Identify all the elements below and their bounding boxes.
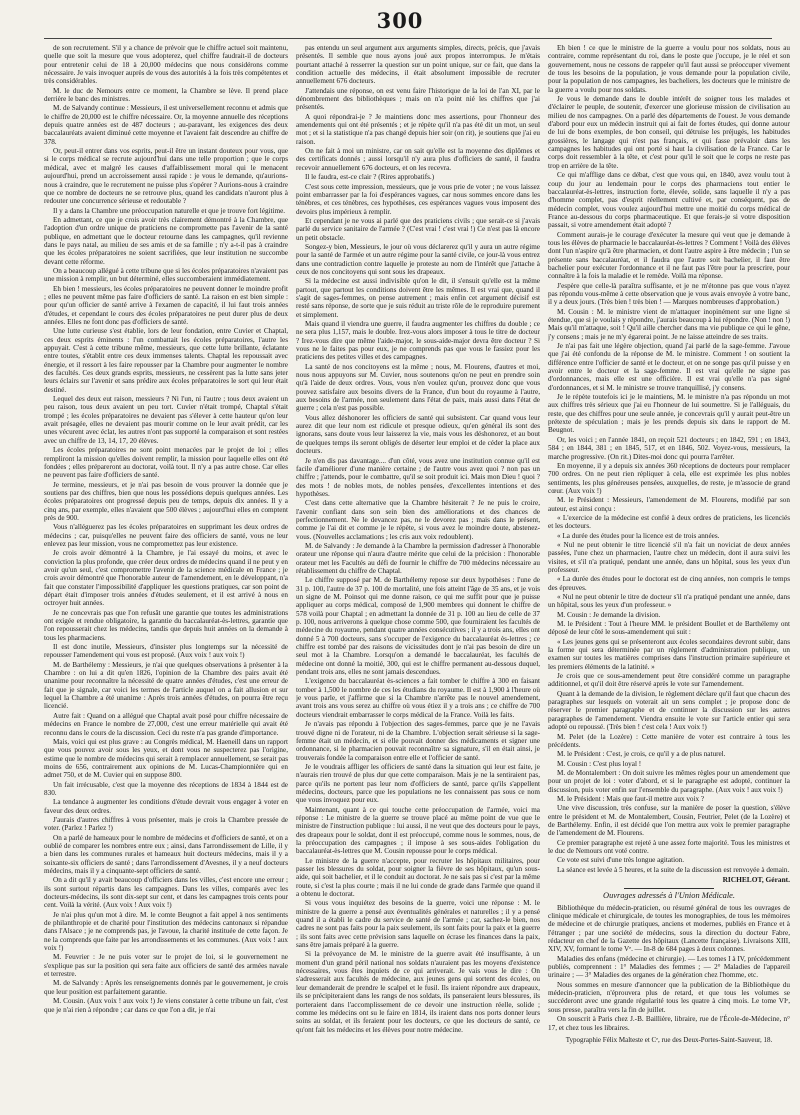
section-paragraph: Maladies des enfans (médecine et chirurgie). — Les tomes I à IV, précédemment publiés, comprennent : 1° Maladies des femmes ; — 2° Maladies de l'appareil urinaire ; — 3° Maladies des organes de la génération chez l'homme, etc. (548, 954, 790, 980)
column-1-paragraph: La tendance à augmenter les conditions d'étude devrait vous engager à voter en faveur des deux ordres. (44, 798, 288, 815)
column-3-paragraph: Ce qui m'afflige dans ce débat, c'est que vous qui, en 1840, avez voulu tout à coup du jour au lendemain pour le corps des pharmaciens tout entier le baccalauréat-ès-lettres, instruction forte, élevée, solide, sans laquelle il n'y a pas d'homme complet, pas d'esprit réellement cultivé et, par conséquent, pas de médecin complet, vous voulez aujourd'hui mettre une moitié du corps médical de France au-dessous du corps pharmaceutique. Et que ferais-je si votre disposition passait, si votre amendement était adopté ? (548, 171, 790, 230)
column-1-paragraph: Vous n'alléguerez pas les écoles préparatoires en supprimant les deux ordres de médecins ; car, puisqu'elles ne peuvent faire des officiers de santé, vous ne leur enlevez pas leur mission, vous ne compromettez pas leur existence. (44, 523, 288, 548)
column-3-paragraph: La séance est levée à 5 heures, et la suite de la discussion est renvoyée à demain. (557, 865, 790, 874)
column-3-paragraph: « Nul ne peut obtenir le titre de docteur s'il n'a pratiqué pendant une année, dans un hôpital, sous les yeux d'un professeur. » (548, 593, 790, 610)
column-1-paragraph: Je ne concevrais pas que l'on refusât une garantie que toutes les administrations ont exigée et rendue obligatoire, la garantie du baccalauréat-ès-lettres, garantie que l'on repousserait chez les médecins, tandis que depuis huit années on la demande à tous les pharmaciens. (44, 608, 288, 642)
column-2-paragraph: Je n'avais pas répondu à l'objection des sages-femmes, parce que je ne l'avais trouvé digne ni de l'orateur, ni de la Chambre. L'objection serait sérieuse si la sage-femme était un médecin, et si elle pouvait donner des médicaments et signer une ordonnance, si le pharmacien pouvait reconnaître sa signature, s'il en était ainsi, je trouverais fondée la comparaison entre elle et l'officier de santé. (296, 720, 540, 762)
column-3-paragraph: M. Pelet (de la Lozère) : Cette manière de voter est contraire à tous les précédents. (548, 732, 790, 749)
editor-signature: RICHELOT, Gérant. (722, 875, 790, 884)
column-1-paragraph: Je crois avoir démontré à la Chambre, je l'ai essayé du moins, et avec le conviction la plus profonde, que créer deux ordres de médecins quand il ne peut y en avoir qu'un seul, c'est compromettre l'avenir de la science médicale en France ; je crois avoir démontré que l'honorable auteur de l'amendement, en le développant, n'a fait que constater l'impossibilité d'appliquer les questions pratiques, car son point de départ était d'imposer trois années d'études seulement, et il est arrivé à nous en octroyer huit années. (44, 549, 288, 608)
column-3-paragraph: « La durée des études pour la licence est de trois années. (557, 531, 720, 540)
column-3-paragraph: « L'exercice de la médecine est confié à deux ordres de praticiens, les licenciés et les docteurs. (548, 513, 790, 531)
column-3-paragraph: Eh bien ! ce que le ministre de la guerre a voulu pour nos soldats, nous au contraire, comme représentant du roi, dans le poste que j'occupe, je le réel et son gouvernement, nous ne cessons de rappeler qu'il faut aussi se préoccuper vivement de tous les besoins de la population, je vous demande pour la population civile, pour la population de nos campagnes, les bacheliers, les docteurs que le ministre de la guerre a voulu pour nos soldats. (548, 44, 790, 94)
column-1-paragraph: de son recrutement. S'il y a chance de prévoir que le chiffre actuel soit maintenu, quelle que soit la mesure que vous adopterez, quel chiffre faudrait-il de docteurs pour entretenir celui de 18 à 20,000 médecins que nous considérons comme nécessaire. Je vais invoquer auprès de vous des autorités à la fois très compétentes et très considérables. (44, 44, 288, 86)
section-paragraph: Nous sommes en mesure d'annoncer que la publication de la Bibliothèque du médecin-praticien, n'éprouvera plus de retard, et que tous les volumes se succéderont avec une grande régularité tous les quatre à cinq mois. Le tome VIᵉ, sous presse, paraîtra vers la fin de juillet. (548, 980, 790, 1014)
column-1-paragraph: En admettant, ce que je crois avoir très clairement démontré à la Chambre, que l'adoption d'un ordre unique de praticiens ne compromette pas l'avenir de la santé publique, en admettant que le docteur retourne dans les campagnes, qu'il revienne dans le pays natal, au milieu de ses amis et de sa famille ; n'y a-t-il pas à craindre que les écoles préparatoires ne soient sacrifiées, que leur institution ne succombe devant cette réforme. (44, 215, 288, 266)
column-1-paragraph: M. le duc de Nemours entre ce moment, la Chambre se lève. Il prend place derrière le banc des ministres. (44, 86, 288, 104)
column-3-paragraph: Ce premier paragraphe est rejeté à une assez forte majorité. Tous les ministres et le duc de Nemours ont voté contre. (548, 838, 790, 855)
column-1-paragraph: Il y a dans la Chambre une préoccupation naturelle et que je trouve fort légitime. (53, 206, 286, 215)
column-2-paragraph: Il le faudra, est-ce clair ? (Rires approbatifs.) (305, 173, 435, 182)
column-1-paragraph: Il est donc inutile, Messieurs, d'insister plus longtemps sur la nécessité de repousser l'amendement qui vous est proposé. (Aux voix ! aux voix !) (44, 643, 288, 660)
column-3-paragraph: M. le Président : Mais que faut-il mettre aux voix ? (557, 794, 705, 803)
column-2-paragraph: Le ministre de la guerre n'accepte, pour recruter les hôpitaux militaires, pour passer les blessures du soldat, pour soigner la fièvre de ses hôpitaux, qu'un sous-aide, qui soit bachelier, et il le conduit au doctorat. Je ne sais pas si c'est par la même route, si c'est la plus courte ; mais il ne lui conde de grade dans l'armée que quand il a obtenu le doctorat. (296, 856, 540, 899)
column-2-paragraph: La santé de nos concitoyens est la même ; nous, M. Flourens, d'autres et moi, nous nous appuyons sur M. Cuvier, nous soutenons qu'on ne peut en prendre soin qu'à l'aide de deux ordres. Vous, vous n'en voulez qu'un, prouvez donc que vous pouvez satisfaire aux besoins divers de la France, d'un bout du royaume à l'autre, aux besoins de l'armée, non seulement dans l'état de paix, mais aussi dans l'état de guerre ; cela n'est pas possible. (296, 362, 540, 413)
column-2-paragraph: C'est sous cette impression, messieurs, que je vous prie de voter ; ne vous laissez point embarrasser par la foi d'espérances vagues, car nous sommes encore dans les ténèbres, et ces ténèbres, ces hypothèses, ces espérances vagues vous imposent des devoirs plus impérieux à remplir. (296, 182, 540, 216)
column-3-paragraph: M. de Montalembert : On doit suivre les mêmes règles pour un amendement que pour un projet de loi : voter d'abord, et si le paragraphe est adopté, continuer la discussion, puis voter enfin sur l'ensemble du paragraphe. (Aux voix ! aux voix !) (548, 768, 790, 794)
page-number: 300 (376, 8, 424, 33)
column-1-paragraph: Une lutte curieuse s'est établie, lors de leur fondation, entre Cuvier et Chaptal, ces deux esprits éminents : l'un combattait les écoles préparatoires, l'autre les appuyait. C'est à cette tribune même, messieurs, que cette lutte brillante, éclatante entre toutes, s'établit entre ces deux immenses talents. Chaptal les repoussait avec énergie, et il ressort à les faire repousser par la Chambre pour augmenter le nombre des facultés. Ces deux grands esprits, messieurs, ne cessèrent pas la lutte sans jeter leurs éclairs sur l'avenir et sans prédire aux écoles préparatoires le sort qui leur était destiné. (44, 327, 288, 394)
column-2-paragraph: L'exigence du baccalauréat ès-sciences a fait tomber le chiffre à 300 en faisant tomber à 1,500 le nombre de ces les étudians du royaume. Il est à 1,900 à l'heure où je vous parle, et j'affirme que si la Chambre n'arrête pas le nouvel amendement, avant trois ans vous serez au chiffre où vous étiez il y a trois ans ; ce chiffre de 700 docteurs viendrait embarrasser le corps médical de la France. Voilà les faits. (296, 677, 540, 719)
column-3-paragraph: M. le Président : C'est, je crois, ce qu'il y a de plus naturel. (557, 750, 726, 759)
column-2-paragraph: Vous allez déshonorer les officiers de santé qui subsistent. Car quand vous leur aurez dit que leur nom est ridicule et presque odieux, qu'en général ils sont des ignorans, sans doute vous leur laisserez la vie, mais vous les déshonorez, et au bout de quelques temps ils seront obligés de déserter leur emploi et de céder la place aux docteurs. (296, 413, 540, 456)
column-1-paragraph: On a beaucoup allégué à cette tribune que si les écoles préparatoires n'avaient pas une mission à remplir, un but déterminé, elles succomberaient immédiatement. (44, 266, 288, 284)
column-1-paragraph: Or, peut-il entrer dans vos esprits, peut-il être un instant douteux pour vous, que si le corps médical se recrute aujourd'hui dans une telle proportion ; que le corps médical, avec et malgré les causes d'affaiblissement moral qui le menacent aujourd'hui, prend un accroissement aussi rapide : je vous le demande, qu'aurions-nous à craindre, que le recrutement ne puisse plus s'opérer ? Aurions-nous à craindre que ce nombre de docteurs ne se retrouve plus, quand les candidats n'auront plus à redouter une concurrence sérieuse et redoutable ? (44, 147, 288, 206)
column-3-paragraph: Ce vote est suivi d'une très longue agitation. (557, 856, 685, 865)
column-2-paragraph: Et cependant je ne vous ai parlé que des praticiens civils ; que serait-ce si j'avais parlé du service sanitaire de l'armée ? (C'est vrai ! c'est vrai !) Ce n'est pas là encore un petit obstacle. (296, 216, 540, 242)
column-2-paragraph: Si la prévoyance de M. le ministre de la guerre avait été insuffisante, à un moment d'un grand péril national nos soldats n'auraient pas les moyens d'existence nécessaires, vous êtes inquiets de ce qui arriverait. Je vais vous le dire : On s'adresserait aux facultés de médecine, aux jeunes gens qui sortent des écoles, ou leur demanderait de prendre le scalpel et le fusil. Ils iraient répondre aux drapeaux, ils se précipiteraient dans les rangs de nos soldats, ils panseraient leurs blessures, ils porteraient dans l'accomplissement de ce devoir une instruction réelle, solide ; comme les médecins ont su le faire en 1814, ils iraient dans nos ports donner leurs soins au soldat, et ils feraient pour les docteurs, ce que les docteurs de santé, ce qu'ont fait les médecins et les élèves pour notre médecine. (296, 950, 540, 1034)
column-3-paragraph: Une vive discussion, très confuse, sur la manière de poser la question, s'élève entre le président et M. de Montalembert, Cousin, Feutrier, Pelet (de la Lozère) et de Barthélemy. Enfin, il est décidé que l'on mettra aux voix le premier paragraphe de l'amendement de M. Flourens. (548, 804, 790, 838)
column-3-paragraph: « Les jeunes gens qui se présenteront aux écoles secondaires devront subir, dans la forme qui sera déterminée par un règlement d'administration publique, un examen sur toutes les matières comprises dans l'instruction primaire supérieure et les premiers éléments de la latinité. » (548, 637, 790, 671)
column-2-paragraph: Si vous vous inquiétez des besoins de la guerre, voici une réponse : M. le ministre de la guerre a pensé aux éventualités générales et naturelles ; il y a pensé quand il a établi le cadre du service de santé de l'armée ; car, sachez-le bien, nos cadres ne sont pas faits pour la paix seulement, ils sont faits pour la paix et la guerre ; ils sont faits avec cette prévision sans laquelle on écrase les finances dans la paix, sans être jamais préparé à la guerre. (296, 899, 540, 950)
column-3-paragraph: Je vous le demande dans le double intérêt de soigner tous les malades et d'éclairer le peuple, de soutenir, d'exercer une glorieuse mission de civilisation au milieu de nos campagnes. On a parlé des départements de l'ouest. Je vous demande d'abord pour eux un médecin instruit qui ai fait de fortes études, qui donne autour de lui de bons exemples, de bon conseil, qui détruise les préjugés, les habitudes grossières, le langage qui n'est pas français, et qui fasse prévaloir dans les campagnes les habitudes qui ont porté si haut la civilisation de la France. Car le corps doit ressembler à la tête, et c'est pour qu'il le soit que le corps ne reste pas trop en arrière de la tête. (548, 95, 790, 170)
column-3-paragraph: M. Cousin : Je demande la division. (557, 610, 661, 619)
column-1-paragraph: J'aurais d'autres chiffres à vous présenter, mais je crois la Chambre pressée de voter. (Parlez ! Parlez !) (44, 815, 288, 833)
column-3 (548, 44, 790, 1106)
column-3-paragraph: M. le Président : Messieurs, l'amendement de M. Flourens, modifié par son auteur, est ainsi conçu : (548, 496, 790, 513)
column-3-paragraph: J'espère que celle-là paraîtra suffisante, et je ne m'étonne pas que vous n'ayez pas répondu vous-même à cette observation que je vous avais envoyée à votre banc, il y a deux jours. (Très bien ! très bien ! — Marques nombreuses d'approbation.) (548, 281, 790, 307)
column-1-paragraph: M. de Salvandy continue : Messieurs, il est universellement reconnu et admis que le chiffre de 20,000 est le chiffre nécessaire. Or, la moyenne annuelle des réceptions depuis quatre années est de 487 docteurs ; au-paravant, les exigences des deux baccalauréats avaient diminué cette moyenne et l'avaient fait descendre au chiffre de 378. (44, 104, 288, 146)
column-1-paragraph: M. de Barthélemy : Messieurs, je n'ai que quelques observations à présenter à la Chambre : on lui a dit qu'en 1826, l'opinion de la Chambre des pairs avait été unanime pour reconnaître la nécessité de quatre années d'études, c'est une erreur de fait que je signale, car voici les termes de l'article auquel on a fait allusion et sur lequel la Chambre a été unanime : Après trois années d'études, on pourra être reçu licencié. (44, 660, 288, 711)
column-2-paragraph: Le chiffre supposé par M. de Barthélemy repose sur deux hypothèses : l'une de 31 p. 100, l'autre de 37 p. 100 de mortalité, une fois atteint l'âge de 35 ans, et je vois un signe de M. Poinsot qui me donne raison, ce qui me suffit pour que je puisse appliquer au corps médical, composé de 1,900 membres qui donnent le chiffre de 578 voilà pour Chaptal ; en admettant la donnée de 31 p. 100 au lieu de celle de 37 p. 100, nous arriverons à quelque chose comme 500, que fourniraient les facultés de médecine du royaume, pendant quatre années consécutives ; il y a trois ans, elles ont donné 5 à 700 docteurs, sans s'occuper de l'exigence du baccalauréat ès-lettres ; ce chiffre est tombé par des raisons de vicissitudes dont je n'ai pas besoin de dire un seul mot à la Chambre. Lorsqu'on a demandé le baccalauréat, les facultés de médecine ont donné la moitié, 300, qui est le chiffre permanent au-dessous duquel, pendant trois ans, elles ne sont jamais descendues. (296, 576, 540, 677)
column-3-paragraph: Je n'ai pas fait une légère objection, quand j'ai parlé de la sage-femme. J'avoue que j'ai été confondu de la réponse de M. le ministre. Comment ! on soutient la différence entre l'officier de santé et le docteur, et on ne songe pas qu'il puisse y en avoir entre le docteur et la sage-femme. Il est vrai qu'elle ne signe pas d'ordonnances, mais elle est une officière. Il est vrai qu'elle n'a pas signé d'ordonnances, et si M. le ministre se trouve tranquillisé, j'y consens. (548, 342, 790, 392)
column-2-paragraph: Si la médecine est aussi indivisible qu'on le dit, il s'ensuit qu'elle est la même partout, que partout les conditions doivent être les mêmes. Il est vrai que, quand il s'agit de sages-femmes, on pense autrement ; mais enfin cet argument décisif est resté sans réponse, de sorte que je suis réduit au triste rôle de le reproduire purement et simplement. (296, 277, 540, 319)
column-3-paragraph: Or, les voici ; en l'année 1841, on reçoit 521 docteurs ; en 1842, 591 ; en 1843, 584 ; en 1844, 381 ; en 1845, 517, et en 1846, 502. Voyez-vous, messieurs, la marche progressive. (On rit.) Dites-moi donc qui pourra l'arrêter. (548, 435, 790, 461)
column-1-paragraph: Lequel des deux eut raison, messieurs ? Ni l'un, ni l'autre ; tous deux avaient un peu raison, tous deux avaient un peu tort. Cuvier n'était trompé, Chaptal s'était trompé ; les écoles préparatoires ne devaient pas s'élever à cette hauteur qu'on leur avait présagée, elles ne devaient pas mourir comme on le leur avait prédit, car les unes vécurent avec éclat, les autres n'ont pas supporté la comparaison et sont restées avec un chiffre de 13, 14, 17, 20 élèves. (44, 395, 288, 445)
column-1-paragraph: M. Feuvrier : Je ne puis voter sur le projet de loi, si le gouvernement ne s'explique pas sur la position qui sera faite aux officiers de santé des armées navale et terrestre. (44, 953, 288, 979)
section-title: Ouvrages adressés à l'Union Médicale. (603, 891, 735, 901)
column-1-paragraph: M. de Salvandy : Après les renseignements donnés par le gouvernement, je crois que leur position est parfaitement garantie. (44, 979, 288, 996)
column-1-paragraph: Les écoles préparatoires ne sont point menacées par le projet de loi ; elles rempliront la mission qu'elles doivent remplir, la mission pour laquelle elles ont été fondées ; elles prépareront au doctorat, voilà tout. Il n'y a pas autre chose. Car elles ne peuvent pas faire d'officiers de santé. (44, 446, 288, 480)
section-body (548, 904, 790, 1032)
column-2-paragraph: On ne fait à moi un ministre, car on sait qu'elle est la moyenne des diplômes et des certificats donnés ; aussi lorsqu'il n'y aura plus d'officiers de santé, il faudra recevoir annuellement 676 docteurs, et on les recevra. (296, 147, 540, 172)
column-3-paragraph: M. le Président : Tout à l'heure MM. le président Boullet et de Barthélemy ont déposé de leur côté le sous-amendement qui suit : (548, 620, 790, 637)
column-3-paragraph: Comment aurais-je le courage d'exécuter la mesure qui veut que je demande à tous les élèves de pharmacie le baccalauréat-ès-lettres ? Comment ! Voilà des élèves dont l'un n'aspire qu'à être pharmacien, et dont l'autre aspire à être médecin ; l'un se présente sans baccalauréat, et il faudra que l'autre soit bachelier, il faut être bachelier pour exécuter l'ordonnance et il ne faut pas l'être pour la prescrire, pour connaître à la fois la maladie et le remède. Voilà ma réponse. (548, 230, 790, 281)
printer-imprint: Typographie Félix Malteste et Cᵉ, rue des Deux-Portes-Saint-Sauveur, 18. (565, 1035, 773, 1044)
column-2-paragraph: Je le voudrais affliger les officiers de santé dans la situation qui leur est faite, je n'aurais rien trouvé de plus dur que cette comparaison. Mais je ne la sentiraient pas, parce qu'ils ne portent pas leur nom d'officiers de santé, parce qu'ils s'appellent médecins, docteurs, parce que les populations ne les connaissent pas sous ce nom que vous invoquez pour eux. (296, 762, 540, 805)
column-3-paragraph: « La durée des études pour le doctorat est de cinq années, non compris le temps des épreuves. (548, 575, 790, 592)
column-2-paragraph: A quoi répondrai-je ? Je maintiens donc mes assertions, pour l'honneur des amendements qui ont été présentés ; et je répète qu'il n'a pas été dit un mot, un seul mot ; et si la statistique n'a pas changé depuis hier soir (on rit), je soutiens que j'ai eu raison. (296, 112, 540, 146)
section-divider (624, 888, 714, 889)
column-1-paragraph: Autre fait : Quand on a allégué que Chaptal avait posé pour chiffre nécessaire de médecins en France le nombre de 27,000, c'est une erreur matérielle qui avait été reconnu dans le cours de la discussion. Ceci du reste n'a pas grande d'importance. (44, 711, 288, 737)
column-3-paragraph: Je le répète toutefois ici je le maintiens, M. le ministre n'a pas répondu un mot aux chiffres très sérieux que j'ai eu l'honneur de lui soumettre. Si je l'alléguais, du reste, que des chiffres pour une seule année, je concevrais qu'il y aurait peut-être un prétexte de spéculation ; mais je les prends depuis six dans le rapport de M. Beugnot. (548, 393, 790, 435)
column-1-paragraph: On a dit qu'il y avait beaucoup d'officiers dans les villes, c'est encore une erreur ; ils sont surtout répartis dans les campagnes. Dans les villes, comparés avec les docteurs-médecins, ils sont dix-sept sur cent, et dans les campagnes trois cents pour cent. Voilà la vérité. (Aux voix ! Aux voix !) (44, 876, 288, 910)
column-1-paragraph: Un fait irrécusable, c'est que la moyenne des réceptions de 1834 à 1844 est de 830. (44, 780, 288, 797)
column-2-paragraph: M. de Salvandy : Je demande à la Chambre la permission d'adresser à l'honorable orateur une réponse qui n'aura d'autre mérite que celui de la précision : l'honorable orateur met les Facultés au défi de fournir le chiffre de 700 médecins nécessaire au rétablissement du chiffre de Chaptal. (296, 541, 540, 575)
column-2-paragraph: Mais quand il viendra une guerre, il faudra augmenter les chiffres du double ; ce ne sera plus 1,157, mais le double. Irez-vous alors imposer à tous le titre de docteur ? Irez-vous dire que même l'aide-major, le sous-aide-major devra être docteur ? Si vous ne le faites pas pour eux, je ne comprends pas que vous le fassiez pour les praticiens des petites villes et des campagnes. (296, 320, 540, 362)
column-2-paragraph: Songez-y bien, Messieurs, le jour où vous déclarerez qu'il y aura un autre régime pour la santé de l'armée et un autre régime pour la santé civile, ce jour-là vous entrez dans une contradiction contre laquelle je proteste au nom de l'intérêt que j'attache à ceux de nos concitoyens qui sont sous les drapeaux. (296, 242, 540, 276)
column-2-paragraph: J'attendais une réponse, on est venu faire l'historique de la loi de l'an XI, par le dénombrement des bibliothèques ; mais on n'a point nié les chiffres que j'ai présentés. (296, 86, 540, 112)
column-3-paragraph: « Nul ne peut obtenir le titre licencié s'il n'a fait un noviciat de deux années passées, l'une chez un pharmacien, l'autre chez un médecin, dont il aura suivi les visites, et s'il n'a pratiqué, pendant une année, dans un hôpital, sous les yeux d'un professeur. (548, 540, 790, 574)
column-3-paragraph: Je crois que ce sous-amendement peut être considéré comme un paragraphe additionnel, et qu'il doit être réservé après le vote sur l'amendement. (548, 672, 790, 689)
column-2-paragraph: Maintenant, quant à ce qui touche cette préoccupation de l'armée, voici ma réponse : Le ministre de la guerre se trouve placé au même point de vue que le ministre de l'instruction publique : lui aussi, il ne veut que des docteurs pour le pays, des drapeaux pour le soldat, dont il est préoccupé, comme nous le sommes, nous, de la préoccupation des campagnes ; il impose à ses sous-aides l'obligation du baccalauréat-ès-lettres que M. Cousin repousse pour le corps médical. (296, 805, 540, 856)
column-1-paragraph: Mais, voici qui est plus grave : au Congrès médical, M. Haeneill dans un rapport que vous pouvez avoir sous les yeux, et dont vous ne suspecterez pas l'origine, estime que le nombre de médecins qui serait à remplacer annuellement, se serait pas moins de 656, contrairement aux opinions de M. Lucas-Championnière qui en admet 750, et de M. Cuvier qui en suppose 800. (44, 737, 288, 780)
column-2-paragraph: pas entendu un seul argument aux arguments simples, directs, précis, que j'avais présentés. Il semble que nous ayons joué aux propos interrompus. Je m'étais pourtant attaché à resserrer la question sur un point unique, sur ce fait, que dans la condition actuelle des médecins, il était absolument impossible de recruter annuellement 676 docteurs. (296, 44, 540, 86)
column-3-paragraph: Quant à la demande de la division, le règlement déclare qu'il faut que chacun des paragraphes sur lesquels on voterait ait un sens complet ; je propose donc de réserver le premier paragraphe et de continuer la discussion sur les autres paragraphes de l'amendement. Viendra ensuite le vote sur l'article entier qui sera adopté ou repoussé. (Très bien ! c'est cela ! Aux voix !) (548, 689, 790, 732)
column-3-paragraph: M. Cousin : C'est plus loyal ! (557, 759, 642, 768)
column-1 (44, 44, 288, 1106)
column-3-paragraph: M. Cousin : M. le ministre vient de m'attaquer inopinément sur une ligne si étendue, que si je voulais y répondre, j'aurais beaucoup à lui répondre. (Non ! non !) Mais qu'il m'attaque, soit ! Qu'il aille chercher dans ma vie publique ce qui le gêne, j'y consens ; mais je ne m'y égarerai point. Je ne laisse atteindre de ses traits. (548, 307, 790, 341)
column-3-paragraph: En moyenne, il y a depuis six années 360 réceptions de docteurs pour remplacer 700 ordres. On ne peut rien répliquer à cela, elle est exprimée les plus nobles sentiments, les plus généreuses pensées, auxquelles, de reste, je m'associe de grand cœur. (Aux voix !) (548, 461, 790, 495)
column-2-paragraph: Je n'en dis pas davantage.... d'un côté, vous avez une institution connue qu'il est facile d'améliorer d'une manière certaine ; de l'autre vous avez quoi ? non pas un chiffre ; j'attends, pour le combattre, qu'il se soit produit ici. Mais mon Dieu ! quoi ? des mots ! de nobles mots, de nobles pensées, d'excellentes intentions et des hypothèses. (296, 456, 540, 498)
section-paragraph: On souscrit à Paris chez J.-B. Baillière, libraire, rue de l'École-de-Médecine, n° 17, et chez tous les libraires. (548, 1015, 790, 1032)
header-rule (44, 38, 772, 39)
column-1-paragraph: M. Cousin. (Aux voix ! aux voix !) Je viens constater à cette tribune un fait, c'est que je n'ai rien à répondre ; car dans ce que l'on a dit, je n'ai (44, 997, 288, 1014)
column-3-body (548, 44, 790, 874)
column-2-paragraph: C'est dans cette alternative que la Chambre hésiterait ? Je ne puis le croire, l'avenir confiant dans son sein bien des améliorations et des chances de perfectionnement. Ne le devancez pas, ne le devorez pas ; mais dans le présent, comme je l'ai dit et comme je le répète, si vous avez le moindre doute, abstenez-vous. (Nouvelles acclamations ; les cris aux voix redoublent). (296, 499, 540, 541)
column-1-paragraph: Je termine, messieurs, et je n'ai pas besoin de vous prouver la donnée que je soutiens par des chiffres, bien que nous les possédions depuis quelques années. Les écoles préparatoires ont progressé depuis peu de temps, depuis dix années. Il y a cinq ans, par exemple, elles n'avaient que 500 élèves ; aujourd'hui elles en comptent près de 900. (44, 480, 288, 522)
column-1-paragraph: Eh bien ! messieurs, les écoles préparatoires ne peuvent donner le moindre profit ; elles ne peuvent même pas faire d'officiers de santé. La raison en est bien simple : pour qu'un officier de santé arrive à l'examen de capacité, il lui faut trois années d'études, et cependant le cours des écoles préparatoires ne peut durer plus de deux années. Elles ne font donc pas d'officiers de santé. (44, 284, 288, 326)
column-1-paragraph: Je n'ai plus qu'un mot à dire. M. le comte Beugnot a fait appel à nos sentiments de philanthropie et de charité pour l'institution des médecins cantonaux si répandue dans l'Alsace ; je ne comprends pas, je l'avoue, la charité instituée de cette façon. Je ne la comprends que faite par les arrondissements et les communes. (Aux voix ! aux voix !) (44, 910, 288, 953)
section-paragraph: Bibliothèque du médecin-praticien, ou résumé général de tous les ouvrages de clinique médicale et chirurgicale, de toutes les monographies, de tous les mémoires de médecine et de chirurgie pratiques, anciens et modernes, publiés en France et à l'étranger ; par une société de médecins, sous la direction du docteur Fabre, rédacteur en chef de la Gazette des hôpitaux (Lancette française). Livraisons XIII, XIV, XV, formant le tome Vᵉ. — In-8 de 684 pages à deux colonnes. (548, 903, 790, 954)
column-2 (296, 44, 540, 1106)
column-1-paragraph: On a parlé de hameaux pour le nombre de médecins et d'officiers de santé, et on a oublié de comparer les nombres entre eux ; ainsi, dans l'arrondissement de Lille, il y a bien dans les communes rurales et hameaux huit docteurs médecins, mais il y a soixante-six officiers de santé ; dans l'arrondissement d'Avesnes, il y a neuf docteurs médecins, mais il y a cinquante-sept officiers de santé. (44, 833, 288, 875)
